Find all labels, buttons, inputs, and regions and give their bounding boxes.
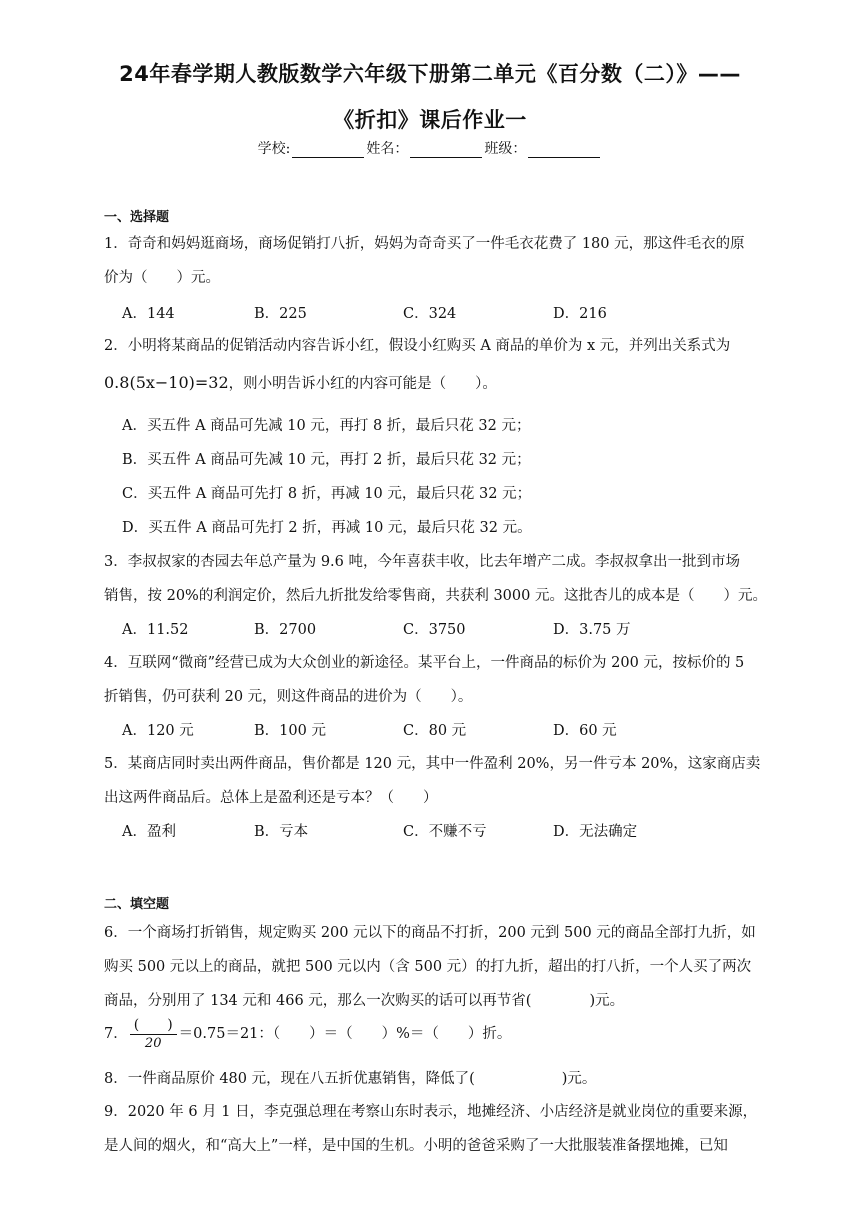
q3-line2: 销售，按 20%的利润定价，然后九折批发给零售商，共获利 3000 元。这批杏儿的成本是（ ）元。 (104, 588, 767, 604)
class-blank (528, 143, 600, 158)
q5-line2: 出这两件商品后。总体上是盈利还是亏本？（ ） (104, 790, 438, 806)
q2-option-d: D．买五件 A 商品可先打 2 折，再减 10 元，最后只花 32 元。 (122, 520, 532, 536)
name-blank (410, 143, 482, 158)
q5-option-a: A．盈利 (122, 824, 176, 840)
q5-option-c: C．不赚不亏 (403, 824, 487, 840)
q4-option-b: B．100 元 (254, 723, 326, 739)
name-label: 姓名： (366, 141, 409, 157)
q1-option-a: A．144 (122, 306, 175, 322)
q5-option-b: B．亏本 (254, 824, 309, 840)
q1-option-d: D．216 (553, 306, 607, 322)
q7-fraction-denominator: 20 (144, 1036, 162, 1051)
q4-line2: 折销售，仍可获利 20 元，则这件商品的进价为（ ）。 (104, 689, 473, 705)
q5-option-d: D．无法确定 (553, 824, 638, 840)
q3-line1: 3．李叔叔家的杏园去年总产量为 9.6 吨，今年喜获丰收，比去年增产二成。李叔叔拿出一批到市场 (104, 554, 740, 570)
q2-formula: 0.8(5x−10)=32 (104, 373, 229, 392)
q4-option-a: A．120 元 (122, 723, 194, 739)
q2-option-c: C．买五件 A 商品可先打 8 折，再减 10 元，最后只花 32 元； (122, 486, 532, 502)
school-blank (292, 143, 364, 158)
q4-option-d: D．60 元 (553, 723, 617, 739)
q1-line2: 价为（ ）元。 (104, 270, 220, 286)
q4-option-c: C．80 元 (403, 723, 467, 739)
q7-rest: ＝0.75＝21：（ ）＝（ ）%＝（ ）折。 (178, 1026, 512, 1042)
q2-option-b: B．买五件 A 商品可先减 10 元，再打 2 折，最后只花 32 元； (122, 452, 531, 468)
q7-fraction (130, 1016, 177, 1052)
page-title-line1: 24年春学期人教版数学六年级下册第二单元《百分数（二）》—— (119, 62, 741, 86)
q6-line3: 商品，分别用了 134 元和 466 元，那么一次购买的话可以再节省( )元。 (104, 993, 625, 1009)
q7-prefix: 7． (104, 1026, 128, 1042)
q1-line1: 1．奇奇和妈妈逛商场，商场促销打八折，妈妈为奇奇买了一件毛衣花费了 180 元，那这件毛衣的原 (104, 236, 745, 252)
q2-line2 (104, 372, 497, 393)
q2-line1: 2．小明将某商品的促销活动内容告诉小红，假设小红购买 A 商品的单价为 x 元，并列出关系式为 (104, 338, 731, 354)
q9-line2: 是人间的烟火，和“高大上”一样，是中国的生机。小明的爸爸采购了一大批服装准备摆地摊，已知 (104, 1138, 728, 1154)
q3-option-c: C．3750 (403, 622, 466, 638)
section-heading-fill: 二、填空题 (104, 897, 170, 912)
q8-line1: 8．一件商品原价 480 元，现在八五折优惠销售，降低了( )元。 (104, 1071, 597, 1087)
student-info-row (0, 138, 860, 158)
q3-option-a: A．11.52 (122, 622, 189, 638)
school-label: 学校: (257, 141, 291, 157)
q1-option-b: B．225 (254, 306, 307, 322)
q7-fraction-numerator: ( ) (130, 1016, 177, 1035)
q2-option-a: A．买五件 A 商品可先减 10 元，再打 8 折，最后只花 32 元； (122, 418, 531, 434)
q7-line (104, 1016, 511, 1052)
q1-option-c: C．324 (403, 306, 457, 322)
q4-line1: 4．互联网“微商”经营已成为大众创业的新途径。某平台上，一件商品的标价为 200 元，按标价的 5 (104, 655, 745, 671)
class-label: 班级： (484, 141, 527, 157)
q3-option-b: B．2700 (254, 622, 317, 638)
q5-line1: 5．某商店同时卖出两件商品，售价都是 120 元，其中一件盈利 20%，另一件亏本 20%，这家商店卖 (104, 756, 761, 772)
q6-line2: 购买 500 元以上的商品，就把 500 元以内（含 500 元）的打九折，超出的打八折，一个人买了两次 (104, 959, 752, 975)
q2-line2-text: ，则小明告诉小红的内容可能是（ ）。 (228, 376, 497, 392)
q6-line1: 6．一个商场打折销售，规定购买 200 元以下的商品不打折，200 元到 500 元的商品全部打九折，如 (104, 925, 756, 941)
section-heading-choice: 一、选择题 (104, 210, 170, 225)
page-title-line2: 《折扣》课后作业一 (333, 108, 527, 132)
q3-option-d: D．3.75 万 (553, 622, 631, 638)
q9-line1: 9．2020 年 6 月 1 日，李克强总理在考察山东时表示，地摊经济、小店经济是就业岗位的重要来源， (104, 1104, 758, 1120)
